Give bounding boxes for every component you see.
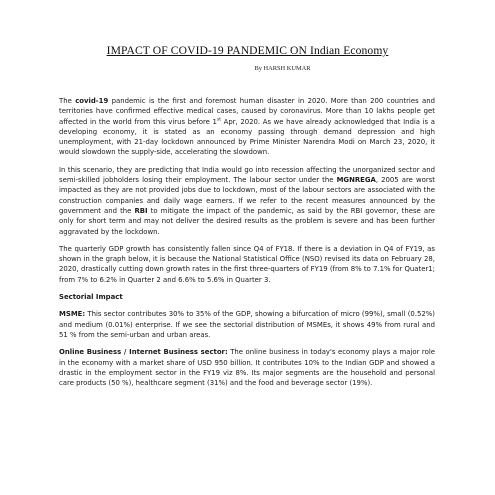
paragraph-recession: In this scenario, they are predicting that India would go into recession affecting the unorganized sector and semi-skilled jobholders losing their employment. The labour sector under the MGNREGA, 2005 are worst impacted as they are not provided jobs due to lockdown, most of the labour sectors are associated with the construction companies and daily wage earners. If we refer to the recent measures announced by the government and the RBI to mitigate the impact of the pandemic, as said by the RBI governor, these are only for short term and may not deliver the desired results as the problem is severe and has been further aggravated by the lockdown.	[59, 165, 435, 236]
paragraph-msme: MSME: This sector contributes 30% to 35% of the GDP, showing a bifurcation of micro (99%), small (0.52%) and medium (0.01%) enterprise. If we see the sectorial distribution of MSMEs, it shows 49% from rural and 51 % from the semi-urban and urban areas.	[59, 310, 435, 339]
mgnrega-term: MGNREGA	[336, 176, 376, 185]
document-body	[59, 96, 435, 395]
msme-label: MSME:	[59, 310, 86, 319]
online-business-label: Online Business / Internet Business sector:	[59, 348, 228, 357]
author-byline: By HARSH KUMAR	[254, 65, 311, 72]
sectorial-impact-heading: Sectorial Impact	[59, 293, 123, 302]
covid-term: covid-19	[75, 97, 109, 105]
rbi-term: RBI	[134, 206, 148, 215]
paragraph-covid-intro: The covid-19 pandemic is the first and foremost human disaster in 2020. More than 200 countries and territories have confirmed effective medical cases, caused by coronavirus. More than 10 lakhs people get affected in the world from this virus before 1st Apr, 2020. As we have already acknowledged that India is a developing economy, it is stated as an economy passing through demand depression and high unemployment, with 21-day lockdown announced by Prime Minister Narendra Modi on March 23, 2020, it would slowdown the supply-side, accelerating the slowdown.	[59, 97, 435, 157]
paragraph-gdp: The quarterly GDP growth has consistently fallen since Q4 of FY18. If there is a deviation in Q4 of FY19, as shown in the graph below, it is because the National Statistical Office (NSO) revised its data on February 28, 2020, drastically cutting down growth rates in the first three-quarters of FY19 (from 8% to 7.1% for Quater1; from 7% to 6.2% in Quarter 2 and 6.6% to 5.6% in Quarter 3.	[59, 244, 435, 284]
document-title: IMPACT OF COVID-19 PANDEMIC ON Indian Economy	[106, 44, 389, 57]
paragraph-online-business: Online Business / Internet Business sector: The online business in today's economy plays a major role in the economy with a market share of USD 950 billion. It contributes 10% to the Indian GDP and showed a drastic in the employment sector in the FY19 viz 8%. Its major segments are the household and personal care products (50 %), healthcare segment (31%) and the food and beverage sector (19%).	[59, 348, 435, 388]
